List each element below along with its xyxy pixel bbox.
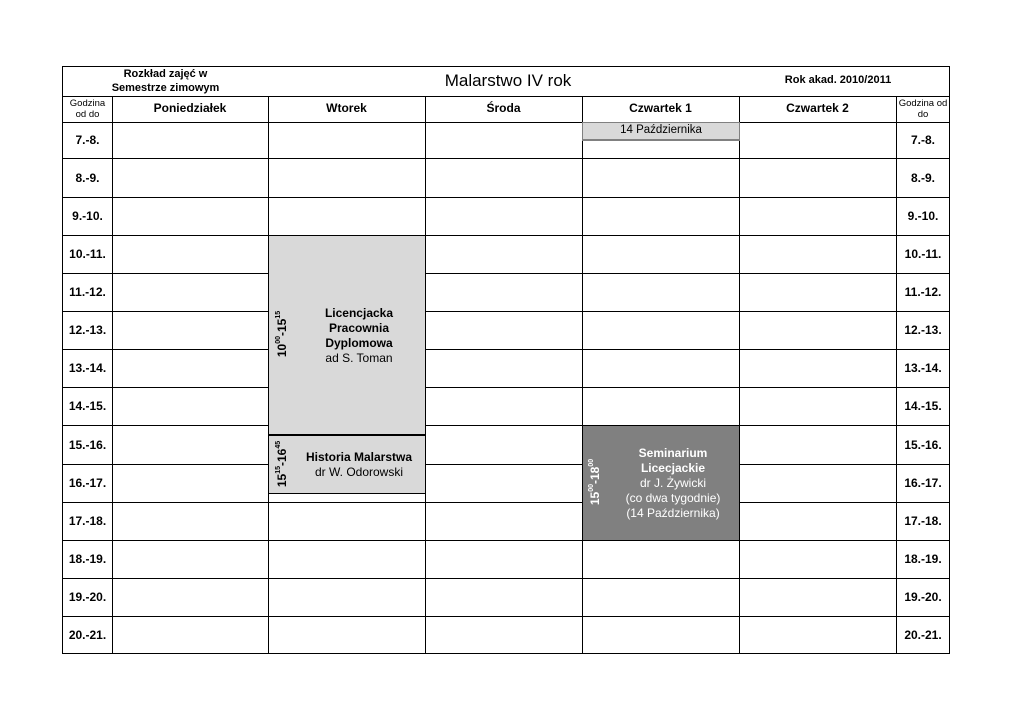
hour-label-left: 9.-10.	[72, 209, 103, 223]
academic-year: Rok akad. 2010/2011	[784, 74, 892, 86]
semester-line-1: Rozkład zajęć w	[123, 68, 208, 80]
semester-caption	[63, 67, 268, 97]
row-divider	[63, 273, 949, 274]
col-divider	[582, 96, 583, 654]
class-block-historia-malarstwa[interactable]	[268, 435, 426, 494]
hour-label-left: 12.-13.	[68, 323, 107, 337]
row-divider	[63, 311, 949, 312]
hour-label-left: 7.-8.	[75, 133, 100, 147]
row-divider	[63, 540, 949, 541]
class-name-line-1: Seminarium	[638, 446, 708, 460]
class-details	[299, 306, 419, 366]
day-header-thursday-1: Czwartek 1	[629, 101, 692, 115]
class-details	[299, 450, 419, 480]
class-time-vertical: $15^{00}-18^{00}$	[588, 458, 602, 506]
class-teacher: ad S. Toman	[325, 351, 393, 365]
col-divider	[739, 96, 740, 654]
hour-label-right: 16.-17.	[904, 476, 942, 490]
day-header-monday: Poniedziałek	[153, 101, 227, 115]
class-name-line-2: Pracownia	[328, 321, 390, 335]
hour-label-right: 9.-10.	[907, 209, 939, 223]
hour-label-left: 14.-15.	[68, 399, 107, 413]
class-note-2: (14 Października)	[626, 506, 720, 520]
hour-label-right: 17.-18.	[904, 514, 942, 528]
row-divider	[63, 502, 949, 503]
row-divider	[63, 464, 949, 465]
row-divider	[63, 349, 949, 350]
hour-label-left: 8.-9.	[75, 170, 100, 185]
day-header-wednesday: Środa	[486, 101, 521, 115]
row-divider	[63, 197, 949, 198]
hour-label-right: 10.-11.	[904, 247, 942, 261]
hour-label-right: 18.-19.	[904, 552, 942, 566]
hour-label-left: 18.-19.	[68, 552, 107, 566]
hour-label-right: 8.-9.	[910, 170, 935, 185]
page-title: Malarstwo IV rok	[444, 71, 572, 90]
class-name-line-1: Licencjacka	[324, 306, 394, 320]
row-divider	[63, 387, 949, 388]
semester-line-2: Semestrze zimowym	[111, 82, 220, 94]
right-hour-column-header	[896, 98, 950, 122]
class-name-line-3: Dyplomowa	[325, 336, 393, 350]
row-divider	[63, 158, 949, 159]
hour-label-left: 10.-11.	[69, 247, 106, 261]
row-divider	[63, 616, 949, 617]
class-time-vertical: $15^{15}-16^{45}$	[275, 440, 289, 488]
left-hour-head-line-2: od do	[75, 109, 100, 120]
class-teacher: dr W. Odorowski	[314, 465, 404, 479]
row-divider	[63, 235, 949, 236]
row-divider	[63, 578, 949, 579]
thursday-1-date: 14 Października	[582, 122, 740, 140]
timetable-sheet	[62, 66, 950, 654]
hour-label-left: 20.-21.	[68, 628, 107, 642]
hour-label-right: 15.-16.	[904, 437, 942, 452]
class-block-seminarium[interactable]	[582, 425, 740, 541]
hour-label-right: 7.-8.	[910, 133, 935, 147]
hour-label-right: 13.-14.	[904, 361, 942, 375]
hour-label-left: 11.-12.	[69, 285, 106, 299]
class-details	[609, 446, 737, 521]
right-hour-head-line-2: do	[917, 109, 929, 120]
class-block-licencjacka[interactable]	[268, 235, 426, 435]
right-hour-head-line-1: Godzina od	[898, 98, 948, 109]
hour-label-left: 17.-18.	[68, 514, 107, 528]
hour-label-right: 19.-20.	[904, 590, 942, 604]
hour-label-right: 11.-12.	[904, 285, 942, 299]
hour-label-left: 15.-16.	[68, 437, 107, 452]
hour-label-left: 16.-17.	[68, 476, 107, 490]
left-hour-head-line-1: Godzina	[69, 98, 106, 109]
hour-label-right: 20.-21.	[904, 628, 942, 642]
class-teacher: dr J. Żywicki	[640, 476, 706, 490]
class-name-line-1: Historia Malarstwa	[305, 450, 413, 464]
class-note-1: (co dwa tygodnie)	[625, 491, 721, 505]
class-name-line-2: Licecjackie	[640, 461, 706, 475]
col-divider	[112, 96, 113, 654]
day-header-thursday-2: Czwartek 2	[786, 101, 849, 115]
day-header-tuesday: Wtorek	[326, 101, 367, 115]
class-time-vertical: $10^{00}-15^{15}$	[275, 310, 289, 358]
left-hour-column-header	[63, 98, 112, 122]
hour-label-left: 19.-20.	[68, 590, 107, 604]
row-divider	[63, 425, 949, 426]
hour-label-right: 12.-13.	[904, 323, 942, 337]
date-cell-underline	[582, 140, 740, 141]
hour-label-right: 14.-15.	[904, 399, 942, 413]
hour-label-left: 13.-14.	[68, 361, 107, 375]
